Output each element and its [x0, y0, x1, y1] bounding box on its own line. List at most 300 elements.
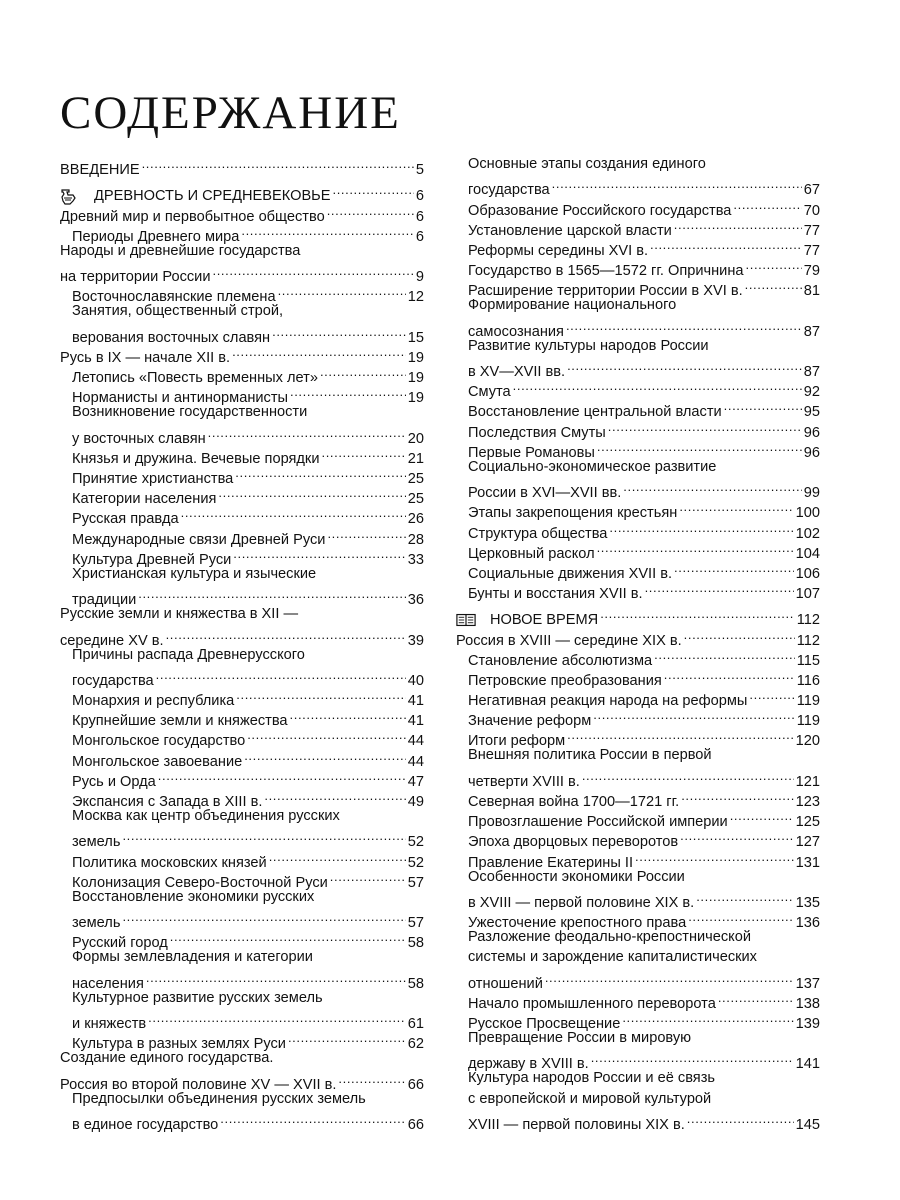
- toc-entry: [60, 503, 424, 528]
- toc-entry-text: Формирование национального: [468, 297, 677, 314]
- toc-entry: [60, 1048, 424, 1093]
- toc-entry-text: верования восточных славян: [72, 329, 271, 346]
- dot-leader: [235, 463, 405, 483]
- toc-entry: [60, 154, 424, 179]
- toc-entry-text: у восточных славян: [72, 430, 206, 447]
- page-number: 81: [803, 283, 820, 300]
- dot-leader: [236, 685, 406, 705]
- dot-leader: [290, 705, 406, 725]
- toc-entry: [456, 517, 820, 542]
- toc-entry-text: Причины распада Древнерусского: [72, 646, 305, 663]
- page-number: 44: [407, 753, 424, 770]
- page-number: 119: [796, 693, 820, 710]
- page-number: 19: [407, 390, 424, 407]
- toc-entry: [456, 538, 820, 562]
- toc-entry-text: Формы землевладения и категории: [72, 949, 313, 966]
- dot-leader: [158, 766, 406, 786]
- dot-leader: [327, 200, 414, 220]
- toc-entry-text: Русская правда: [72, 511, 179, 528]
- toc-entry: [456, 786, 820, 810]
- toc-entry: [456, 194, 820, 219]
- toc-column-right: [456, 154, 820, 1133]
- toc-entry: [456, 645, 820, 669]
- toc-entry-text: Культура в разных землях Руси: [72, 1036, 286, 1053]
- toc-column-left: [60, 154, 424, 1133]
- page-number: 25: [407, 491, 424, 508]
- toc-entry: [60, 1028, 424, 1053]
- toc-entry-text: Россия во второй половине XV — XVII в.: [60, 1076, 337, 1093]
- page-number: 40: [407, 672, 424, 689]
- page-number: 6: [415, 228, 424, 245]
- toc-entry: [60, 645, 424, 689]
- page-number: 116: [796, 672, 820, 689]
- dot-leader: [718, 988, 794, 1008]
- toc-entry-text: Начало промышленного переворота: [468, 995, 716, 1012]
- dot-leader: [122, 907, 405, 927]
- toc-entry-text: Русские земли и княжества в XII —: [60, 606, 299, 623]
- page-number: 19: [407, 370, 424, 387]
- toc-section-heading: [456, 604, 820, 629]
- toc-entry-text: Значение реформ: [468, 713, 592, 730]
- toc-entry: [60, 281, 424, 306]
- dot-leader: [635, 846, 794, 866]
- toc-entry-text: Экспансия с Запада в XIII в.: [72, 794, 263, 810]
- page-number: 79: [803, 263, 820, 280]
- toc-entry-text: Монгольское государство: [72, 733, 246, 750]
- toc-entry: [60, 564, 424, 609]
- page-number: 137: [795, 975, 820, 992]
- page-number: 87: [803, 323, 820, 340]
- page-number: 99: [803, 485, 820, 502]
- page-number: 21: [407, 450, 424, 467]
- toc-entry-text: Бунты и восстания XVII в.: [468, 586, 643, 603]
- dot-leader: [288, 1028, 406, 1048]
- toc-entry: [60, 382, 424, 407]
- toc-entry: [456, 1068, 820, 1133]
- toc-entry-text: Христианская культура и языческие: [72, 565, 317, 582]
- page-number: 145: [795, 1117, 820, 1133]
- toc-entry: [456, 416, 820, 441]
- toc-entry-text: Эпоха дворцовых переворотов: [468, 834, 679, 851]
- toc-entry-text: Русь в IX — начале XII в.: [60, 349, 231, 366]
- page-number: 106: [795, 565, 820, 582]
- toc-entry-text: Древний мир и первобытное общество: [60, 208, 325, 225]
- toc-entry-text: Монгольское завоевание: [72, 753, 243, 770]
- page-number: 95: [803, 404, 820, 421]
- dot-leader: [320, 362, 406, 382]
- dot-leader: [146, 968, 406, 988]
- toc-entry-text: Социальные движения XVII в.: [468, 565, 673, 582]
- toc-entry-text: в единое государство: [72, 1117, 219, 1133]
- page-number: 52: [407, 834, 424, 851]
- page-number: 28: [407, 531, 424, 548]
- dot-leader: [730, 806, 794, 826]
- dot-leader: [269, 846, 406, 866]
- page-number: 141: [795, 1056, 820, 1073]
- toc-entry: [456, 725, 820, 750]
- page-number: 66: [407, 1076, 424, 1093]
- toc-entry-text: XVIII — первой половины XIX в.: [468, 1117, 685, 1133]
- toc-entry: [456, 336, 820, 381]
- page-number: 120: [795, 733, 820, 750]
- dot-leader: [684, 624, 795, 644]
- dot-leader: [278, 281, 406, 301]
- page-number: 112: [796, 632, 820, 649]
- toc-entry: [60, 402, 424, 447]
- dot-leader: [674, 215, 802, 235]
- toc-entry-text: России в XVI—XVII вв.: [468, 485, 622, 502]
- page-number: 61: [407, 1016, 424, 1033]
- toc-entry-text: самосознания: [468, 323, 564, 340]
- page-number: 25: [407, 471, 424, 487]
- toc-entry-text: Расширение территории России в XVI в.: [468, 283, 743, 300]
- dot-leader: [122, 826, 405, 846]
- toc-entry-text: Периоды Древнего мира: [72, 228, 240, 245]
- toc-entry-text: государства: [468, 182, 550, 199]
- toc-entry-text: земель: [72, 915, 121, 932]
- page-number: 77: [803, 222, 820, 239]
- page-number: 47: [407, 773, 424, 790]
- toc-entry-text: Культура народов России и её связь: [468, 1070, 715, 1087]
- toc-entry-text: государства: [72, 672, 154, 689]
- dot-leader: [330, 867, 406, 887]
- toc-entry: [60, 544, 424, 568]
- toc-entry: [60, 806, 424, 851]
- toc-entry: [456, 578, 820, 603]
- toc-entry: [456, 376, 820, 401]
- toc-entry: [456, 988, 820, 1012]
- page-number: 39: [407, 632, 424, 649]
- toc-entry-text: НОВОЕ ВРЕМЯ: [490, 612, 599, 629]
- toc-entry: [60, 1089, 424, 1133]
- toc-entry-text: четверти XVIII в.: [468, 773, 580, 790]
- toc-entry-text: Москва как центр объединения русских: [72, 808, 340, 824]
- toc-entry: [60, 221, 424, 245]
- toc-entry: [456, 215, 820, 239]
- toc-entry-text: Внешняя политика России в первой: [468, 747, 712, 764]
- toc-entry-text: земель: [72, 834, 121, 851]
- dot-leader: [745, 275, 802, 295]
- toc-entry: [60, 867, 424, 891]
- toc-entry: [456, 497, 820, 522]
- page-number: 33: [407, 551, 424, 568]
- dot-leader: [148, 1008, 406, 1028]
- page-number: 121: [795, 773, 820, 790]
- page-number: 41: [407, 713, 424, 730]
- toc-entry: [60, 988, 424, 1033]
- page-number: 102: [795, 525, 820, 542]
- toc-entry-text: Народы и древнейшие государства: [60, 242, 301, 259]
- toc-entry-text: Негативная реакция народа на реформы: [468, 693, 748, 710]
- page-number: 52: [407, 854, 424, 871]
- page-number: 15: [407, 329, 424, 346]
- toc-entry-text: Летопись «Повесть временных лет»: [72, 370, 318, 387]
- toc-entry-text: Крупнейшие земли и княжества: [72, 713, 288, 730]
- page-title: СОДЕРЖАНИЕ: [60, 87, 401, 139]
- toc-entry-text: Провозглашение Российской империи: [468, 814, 728, 831]
- toc-entry: [60, 786, 424, 810]
- page-number: 58: [407, 935, 424, 952]
- page-number: 44: [407, 733, 424, 750]
- toc-entry: [456, 437, 820, 461]
- dot-leader: [138, 584, 406, 604]
- dot-leader: [233, 544, 405, 564]
- page-number: 41: [407, 693, 424, 710]
- toc-entry-text: Петровские преобразования: [468, 672, 662, 689]
- page-number: 123: [795, 794, 820, 810]
- dot-leader: [749, 685, 794, 705]
- toc-entry-text: Северная война 1700—1721 гг.: [468, 794, 680, 810]
- dot-leader: [244, 745, 406, 765]
- toc-entry-text: Восстановление экономики русских: [72, 888, 315, 905]
- toc-entry: [456, 255, 820, 280]
- dot-leader: [545, 968, 794, 988]
- toc-entry-text: Культура Древней Руси: [72, 551, 232, 568]
- page-number: 87: [803, 364, 820, 381]
- toc-entry: [456, 558, 820, 582]
- dot-leader: [321, 443, 405, 463]
- page-number: 139: [795, 1016, 820, 1033]
- page-number: 6: [415, 188, 424, 205]
- toc-entry: [60, 463, 424, 487]
- toc-entry-text: в XVIII — первой половине XIX в.: [468, 894, 695, 911]
- page-number: 138: [795, 995, 820, 1012]
- toc-entry-text: населения: [72, 975, 144, 992]
- page-number: 66: [407, 1117, 424, 1133]
- toc-entry-text: Колонизация Северо-Восточной Руси: [72, 874, 328, 891]
- toc-entry-text: Первые Романовы: [468, 444, 595, 461]
- dot-leader: [608, 416, 802, 436]
- toc-entry: [60, 523, 424, 548]
- dot-leader: [645, 578, 794, 598]
- toc-entry-text: Россия в XVIII — середине XIX в.: [456, 632, 682, 649]
- dot-leader: [156, 665, 406, 685]
- toc-entry-text: Церковный раскол: [468, 545, 595, 562]
- page-number: 107: [795, 586, 820, 603]
- toc-entry: [60, 927, 424, 952]
- toc-entry-text: Возникновение государственности: [72, 404, 308, 421]
- dot-leader: [272, 322, 406, 342]
- toc-entry-text: с европейской и мировой культурой: [468, 1090, 712, 1107]
- dot-leader: [593, 705, 794, 725]
- toc-section-heading: [60, 180, 424, 205]
- dot-leader: [232, 342, 406, 362]
- dot-leader: [290, 382, 406, 402]
- dot-leader: [597, 437, 802, 457]
- toc-entry-text: Итоги реформ: [468, 733, 566, 750]
- toc-entry: [60, 604, 424, 649]
- dot-leader: [674, 558, 794, 578]
- toc-entry-text: традиции: [72, 592, 137, 609]
- page-number: 131: [795, 854, 820, 871]
- dot-leader: [600, 604, 795, 624]
- page-number: 100: [795, 505, 820, 522]
- toc-entry: [456, 275, 820, 300]
- toc-entry: [456, 154, 820, 199]
- toc-entry-text: Русский город: [72, 935, 168, 952]
- dot-leader: [338, 1068, 405, 1088]
- dot-leader: [724, 396, 802, 416]
- dot-leader: [327, 523, 405, 543]
- dot-leader: [166, 624, 406, 644]
- toc-entry: [60, 947, 424, 992]
- toc-entry: [456, 745, 820, 790]
- toc-entry-text: Государство в 1565—1572 гг. Опричнина: [468, 263, 744, 280]
- toc-entry-text: Монархия и республика: [72, 693, 235, 710]
- dot-leader: [687, 1109, 794, 1129]
- page-number: 96: [803, 424, 820, 441]
- toc-entry-text: Принятие христианства: [72, 471, 234, 487]
- toc-entry-text: Международные связи Древней Руси: [72, 531, 326, 548]
- page-number: 49: [407, 794, 424, 810]
- toc-entry: [60, 200, 424, 225]
- toc-entry: [456, 1028, 820, 1073]
- dot-leader: [142, 154, 414, 174]
- toc-entry-text: системы и зарождение капиталистических: [468, 949, 757, 966]
- dot-leader: [622, 1008, 793, 1028]
- dot-leader: [696, 887, 793, 907]
- toc-entry: [60, 846, 424, 871]
- dot-leader: [208, 422, 406, 442]
- toc-entry: [456, 457, 820, 502]
- dot-leader: [654, 645, 795, 665]
- dot-leader: [597, 538, 794, 558]
- page-number: 119: [796, 713, 820, 730]
- page-number: 92: [803, 384, 820, 401]
- toc-entry-text: отношений: [468, 975, 543, 992]
- toc-entry: [456, 665, 820, 689]
- dot-leader: [220, 1109, 405, 1129]
- dot-leader: [333, 180, 414, 200]
- toc-entry: [60, 362, 424, 387]
- dot-leader: [688, 907, 793, 927]
- toc-entry-text: Разложение феодально-крепостнической: [468, 929, 751, 946]
- dot-leader: [247, 725, 406, 745]
- toc-entry-text: Структура общества: [468, 525, 608, 542]
- toc-entry-text: Русское Просвещение: [468, 1016, 621, 1033]
- page-number: 67: [803, 182, 820, 199]
- toc-entry-text: державу в XVIII в.: [468, 1056, 589, 1073]
- dot-leader: [212, 261, 413, 281]
- dot-leader: [241, 221, 414, 241]
- toc-entry-text: Образование Российского государства: [468, 202, 732, 219]
- page-number: 6: [415, 208, 424, 225]
- page-number: 20: [407, 430, 424, 447]
- dot-leader: [733, 194, 801, 214]
- toc-entry-text: Социально-экономическое развитие: [468, 458, 717, 475]
- page-number: 77: [803, 242, 820, 259]
- dot-leader: [513, 376, 802, 396]
- toc-entry-text: Последствия Смуты: [468, 424, 606, 441]
- toc-entry-text: Развитие культуры народов России: [468, 337, 709, 354]
- page-number: 96: [803, 444, 820, 461]
- toc-entry: [60, 766, 424, 790]
- toc-entry: [456, 806, 820, 831]
- page-number: 12: [407, 289, 424, 306]
- page-number: 115: [796, 652, 820, 669]
- toc-entry-text: Реформы середины XVI в.: [468, 242, 649, 259]
- page-number: 62: [407, 1036, 424, 1053]
- toc-entry: [60, 483, 424, 508]
- toc-entry-text: Правление Екатерины II: [468, 854, 634, 871]
- dot-leader: [264, 786, 405, 806]
- dot-leader: [650, 235, 802, 255]
- toc-entry-text: Норманисты и антинорманисты: [72, 390, 288, 407]
- toc-entry-text: Смута: [468, 384, 511, 401]
- toc-entry-text: Основные этапы создания единого: [468, 156, 706, 172]
- page-number: 57: [407, 915, 424, 932]
- toc-entry-text: Ужесточение крепостного права: [468, 915, 687, 932]
- toc-entry-text: Культурное развитие русских земель: [72, 989, 323, 1006]
- toc-entry-text: на территории России: [60, 269, 211, 286]
- toc-entry: [456, 295, 820, 340]
- page-number: 104: [795, 545, 820, 562]
- toc-entry: [456, 235, 820, 259]
- page-number: 19: [407, 349, 424, 366]
- page-number: 9: [415, 269, 424, 286]
- dot-leader: [591, 1048, 794, 1068]
- toc-entry: [60, 725, 424, 750]
- toc-entry: [60, 342, 424, 366]
- dot-leader: [582, 766, 794, 786]
- toc-entry: [60, 685, 424, 710]
- dot-leader: [170, 927, 406, 947]
- toc-entry: [456, 705, 820, 730]
- toc-entry-text: Превращение России в мировую: [468, 1030, 692, 1047]
- toc-entry-text: Русь и Орда: [72, 773, 156, 790]
- toc-entry: [456, 396, 820, 421]
- toc-entry-text: Князья и дружина. Вечевые порядки: [72, 450, 320, 467]
- dot-leader: [679, 497, 793, 517]
- dot-leader: [609, 517, 793, 537]
- dot-leader: [746, 255, 802, 275]
- toc-entry-text: Установление царской власти: [468, 222, 672, 239]
- page-number: 70: [803, 202, 820, 219]
- toc-entry-text: Становление абсолютизма: [468, 652, 653, 669]
- toc-entry: [456, 846, 820, 871]
- dot-leader: [552, 174, 802, 194]
- toc-entry-text: Создание единого государства.: [60, 1050, 274, 1067]
- page-number: 112: [796, 612, 820, 629]
- toc-entry: [60, 887, 424, 932]
- toc-entry-text: Занятия, общественный строй,: [72, 303, 284, 320]
- toc-entry: [60, 705, 424, 730]
- page-number: 58: [407, 975, 424, 992]
- dot-leader: [680, 826, 793, 846]
- page-number: 5: [415, 162, 424, 179]
- toc-entry-text: в XV—XVII вв.: [468, 364, 566, 381]
- toc-entry: [456, 907, 820, 932]
- dot-leader: [181, 503, 406, 523]
- toc-entry-text: ВВЕДЕНИЕ: [60, 162, 140, 179]
- toc-entry-text: Политика московских князей: [72, 854, 267, 871]
- page-number: 125: [795, 814, 820, 831]
- toc-entry-text: Этапы закрепощения крестьян: [468, 505, 678, 522]
- toc-entry-text: Категории населения: [72, 491, 217, 508]
- toc-entry: [60, 443, 424, 467]
- toc-entry: [456, 867, 820, 911]
- toc-entry-text: и княжеств: [72, 1016, 147, 1033]
- toc-entry: [456, 1008, 820, 1033]
- toc-entry-text: Восточнославянские племена: [72, 289, 276, 306]
- dot-leader: [623, 477, 801, 497]
- toc-entry: [60, 301, 424, 346]
- page-number: 136: [795, 915, 820, 932]
- toc-entry: [456, 927, 820, 992]
- toc-entry: [456, 685, 820, 710]
- toc-entry: [60, 241, 424, 286]
- page-number: 36: [407, 592, 424, 609]
